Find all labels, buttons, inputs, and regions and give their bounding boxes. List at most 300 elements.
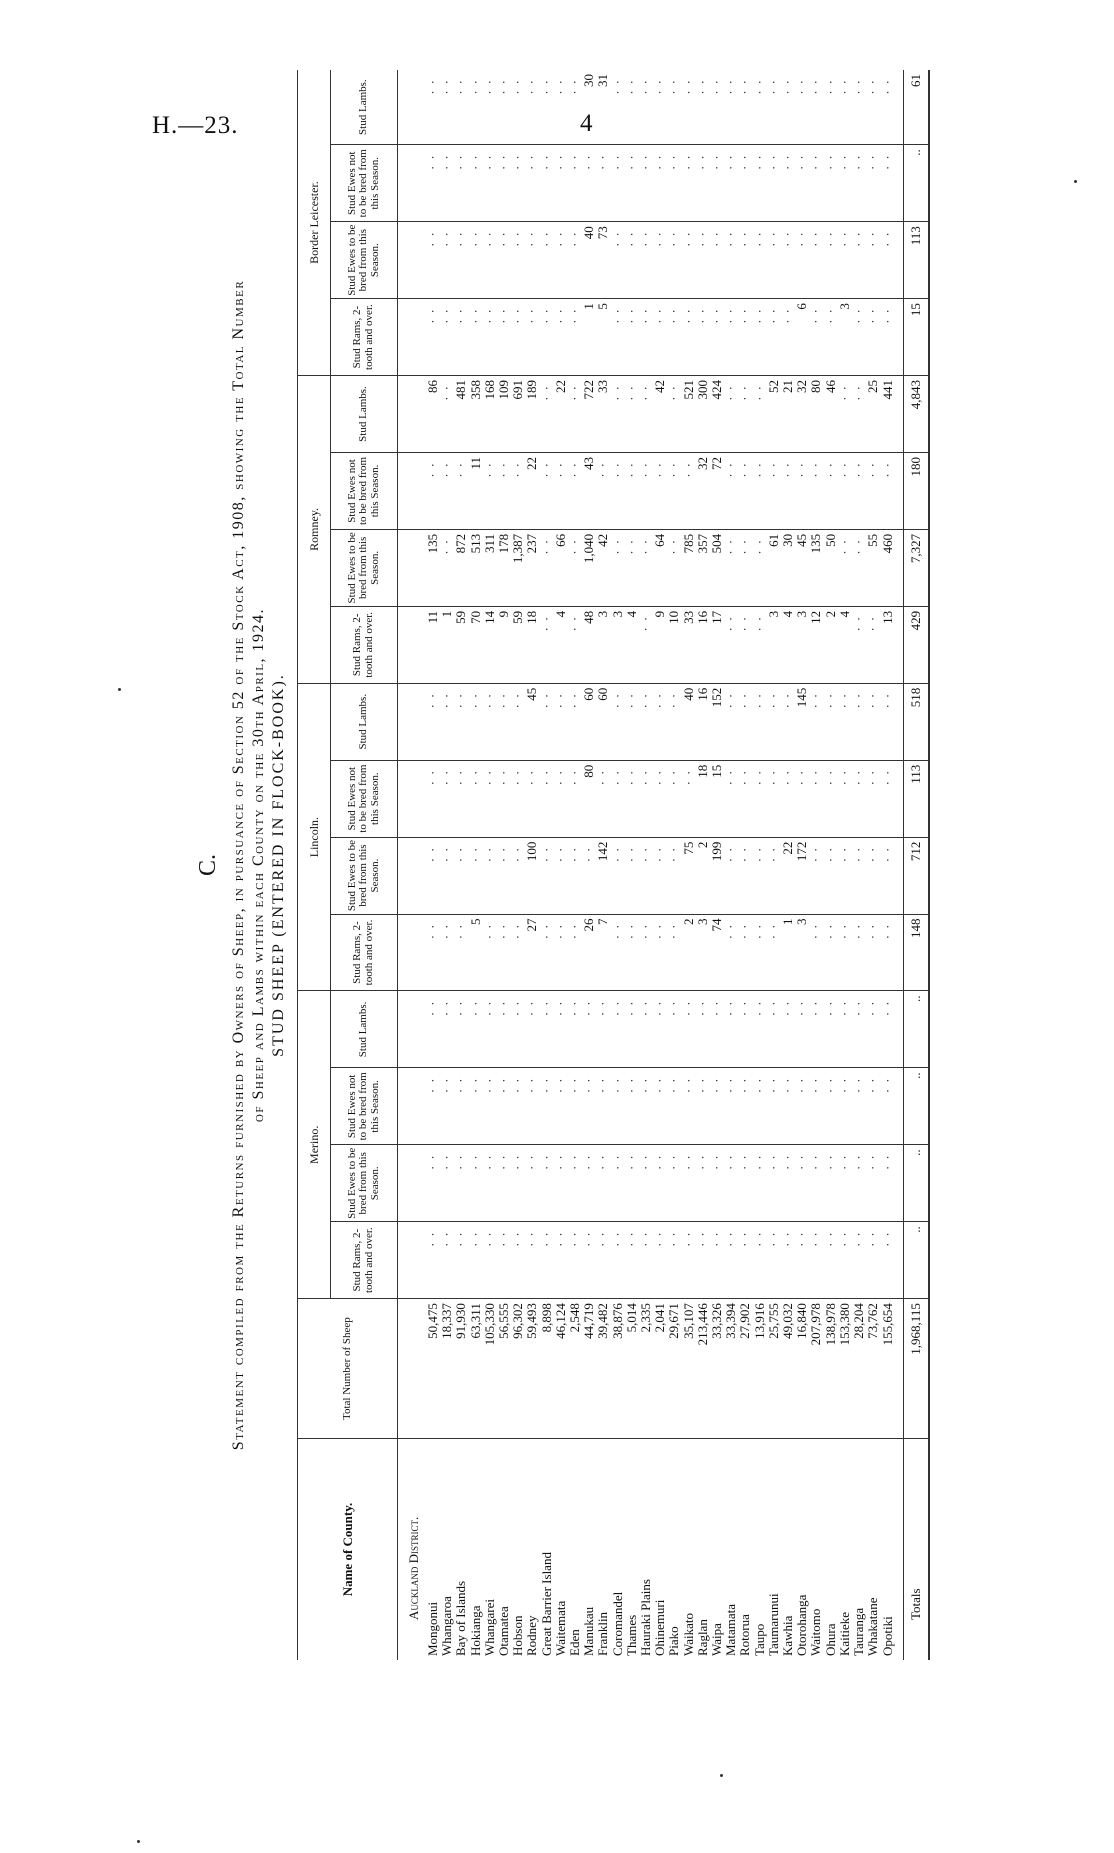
county-name-cell: Manukau bbox=[581, 1606, 597, 1656]
lincoln-ewes-bred-cell bbox=[852, 837, 866, 914]
county-name-cell: Taumarunui bbox=[765, 1593, 781, 1656]
leader-dots: ·· bbox=[425, 1072, 440, 1094]
border-leicester-ewes-bred-cell bbox=[852, 222, 866, 299]
leader-dots: ·· bbox=[723, 149, 739, 170]
leader-dots: ·· bbox=[538, 687, 554, 709]
romney-rams-cell: 59 bbox=[511, 606, 525, 683]
border-leicester-lambs-cell bbox=[422, 70, 440, 145]
lincoln-ewes-not-bred-cell bbox=[511, 760, 525, 837]
leader-dots: ·· bbox=[865, 995, 881, 1017]
leader-dots: ·· bbox=[439, 74, 455, 95]
merino-ewes-not-bred-cell bbox=[781, 1068, 795, 1145]
merino-ewes-not-bred-cell bbox=[724, 1068, 738, 1145]
leader-dots: ·· bbox=[737, 149, 753, 170]
romney-rams-cell: 10 bbox=[667, 606, 681, 683]
totals-total-sheep-cell: 1,968,115 bbox=[903, 1299, 929, 1439]
leader-dots: ·· bbox=[836, 74, 852, 95]
district-heading: Auckland District. bbox=[405, 1516, 421, 1620]
leader-dots: ·· bbox=[765, 918, 781, 940]
leader-dots: ·· bbox=[680, 1149, 696, 1170]
leader-dots: ·· bbox=[453, 303, 469, 324]
merino-ewes-bred-cell bbox=[625, 1145, 639, 1222]
merino-rams-header: Stud Rams, 2-tooth and over. bbox=[331, 1222, 398, 1299]
leader-dots: ·· bbox=[467, 149, 483, 170]
border-leicester-lambs-cell bbox=[525, 70, 539, 145]
lincoln-ewes-bred-cell bbox=[483, 837, 497, 914]
merino-ewes-bred-cell bbox=[838, 1145, 852, 1222]
leader-dots: ·· bbox=[538, 1072, 554, 1094]
leader-dots: ·· bbox=[652, 687, 668, 709]
romney-ewes-not-bred-cell bbox=[483, 452, 497, 529]
romney-rams-cell: 4 bbox=[625, 606, 639, 683]
border-leicester-ewes-not-bred-cell bbox=[753, 145, 767, 222]
leader-dots: ·· bbox=[765, 841, 781, 863]
leader-dots: ·· bbox=[481, 918, 497, 940]
leader-dots: ·· bbox=[723, 1226, 739, 1247]
leader-dots: ·· bbox=[453, 918, 469, 940]
leader-dots: ·· bbox=[567, 995, 583, 1017]
lincoln-rams-cell bbox=[440, 914, 454, 991]
romney-ewes-bred-cell bbox=[440, 529, 454, 606]
border-leicester-rams-cell: 3 bbox=[838, 299, 852, 376]
leader-dots: ·· bbox=[638, 456, 654, 478]
leader-dots: ·· bbox=[453, 764, 469, 786]
border-leicester-ewes-bred-cell bbox=[653, 222, 667, 299]
romney-ewes-bred-cell: 45 bbox=[795, 529, 809, 606]
statement-title bbox=[193, 70, 289, 1660]
leader-dots: ·· bbox=[609, 764, 625, 786]
leader-dots: ·· bbox=[439, 456, 455, 478]
leader-dots: ·· bbox=[666, 764, 682, 786]
total-sheep-cell: 213,446 bbox=[696, 1299, 710, 1439]
lincoln-lambs-cell bbox=[838, 683, 852, 760]
county-name-cell: Raglan bbox=[694, 1619, 710, 1656]
lincoln-ewes-not-bred-cell bbox=[639, 760, 653, 837]
romney-ewes-not-bred-cell bbox=[497, 452, 511, 529]
romney-ewes-not-bred-cell bbox=[440, 452, 454, 529]
totals-lincoln-rams-cell: 148 bbox=[903, 914, 929, 991]
romney-ewes-not-bred-cell bbox=[554, 452, 568, 529]
county-name-cell: Hauraki Plains bbox=[638, 1579, 654, 1656]
leader-dots: ·· bbox=[851, 995, 867, 1017]
leader-dots: ·· bbox=[851, 764, 867, 786]
romney-lambs-cell: 424 bbox=[710, 376, 724, 453]
leader-dots: ·· bbox=[538, 380, 554, 401]
romney-ewes-bred-cell: 357 bbox=[696, 529, 710, 606]
border-leicester-lambs-cell bbox=[454, 70, 468, 145]
border-leicester-ewes-not-bred-cell bbox=[881, 145, 904, 222]
leader-dots: ·· bbox=[609, 380, 625, 401]
romney-lambs-cell: 521 bbox=[682, 376, 696, 453]
totals-border-leicester-ewes-bred-cell: 113 bbox=[903, 222, 929, 299]
leader-dots: ·· bbox=[623, 226, 639, 247]
romney-ewes-not-bred-cell bbox=[824, 452, 838, 529]
leader-dots: ·· bbox=[737, 1226, 753, 1247]
merino-ewes-not-bred-cell bbox=[422, 1068, 440, 1145]
romney-ewes-not-bred-cell bbox=[625, 452, 639, 529]
lincoln-rams-cell: 27 bbox=[525, 914, 539, 991]
romney-rams-cell: 3 bbox=[596, 606, 610, 683]
border-leicester-lambs-cell: 30 bbox=[582, 70, 596, 145]
border-leicester-ewes-not-bred-cell bbox=[422, 145, 440, 222]
total-sheep-cell: 33,394 bbox=[724, 1299, 738, 1439]
county-name-cell: Whangarei bbox=[481, 1598, 497, 1656]
border-leicester-ewes-not-bred-cell bbox=[809, 145, 823, 222]
leader-dots: ·· bbox=[609, 687, 625, 709]
leader-dots: ·· bbox=[765, 1072, 781, 1094]
leader-dots: ·· bbox=[694, 1072, 710, 1094]
border-leicester-ewes-not-bred-cell bbox=[667, 145, 681, 222]
lincoln-rams-cell: 7 bbox=[596, 914, 610, 991]
leader-dots: ·· bbox=[666, 687, 682, 709]
leader-dots: ·· bbox=[709, 303, 725, 324]
lincoln-ewes-bred-cell bbox=[422, 837, 440, 914]
merino-ewes-not-bred-cell bbox=[809, 1068, 823, 1145]
merino-rams-cell bbox=[781, 1222, 795, 1299]
leader-dots: ·· bbox=[538, 764, 554, 786]
border-leicester-ewes-bred-cell: 73 bbox=[596, 222, 610, 299]
table-row bbox=[469, 70, 483, 1660]
lincoln-lambs-cell: 152 bbox=[710, 683, 724, 760]
merino-rams-cell bbox=[525, 1222, 539, 1299]
merino-ewes-bred-cell bbox=[554, 1145, 568, 1222]
border-leicester-rams-cell bbox=[483, 299, 497, 376]
merino-lambs-cell bbox=[682, 991, 696, 1068]
merino-ewes-bred-cell bbox=[724, 1145, 738, 1222]
border-leicester-ewes-bred-cell bbox=[469, 222, 483, 299]
merino-ewes-not-bred-cell bbox=[653, 1068, 667, 1145]
totals-merino-ewes-bred-cell: .. bbox=[903, 1145, 929, 1222]
leader-dots: ·· bbox=[552, 1149, 568, 1170]
leader-dots: ·· bbox=[609, 841, 625, 863]
merino-ewes-bred-cell bbox=[540, 1145, 554, 1222]
leader-dots: ·· bbox=[836, 1072, 852, 1094]
leader-dots: ·· bbox=[751, 918, 767, 940]
leader-dots: ·· bbox=[879, 149, 895, 170]
totals-border-leicester-rams-cell: 15 bbox=[903, 299, 929, 376]
leader-dots: ·· bbox=[567, 1226, 583, 1247]
border-leicester-ewes-bred-cell bbox=[422, 222, 440, 299]
total-sheep-cell: 44,719 bbox=[582, 1299, 596, 1439]
leader-dots: ·· bbox=[666, 1226, 682, 1247]
border-leicester-lambs-cell bbox=[667, 70, 681, 145]
leader-dots: ·· bbox=[751, 995, 767, 1017]
romney-ewes-bred-cell: 55 bbox=[866, 529, 880, 606]
leader-dots: ·· bbox=[822, 687, 838, 709]
romney-ewes-bred-cell: 42 bbox=[596, 529, 610, 606]
leader-dots: ·· bbox=[808, 687, 824, 709]
lincoln-lambs-cell bbox=[625, 683, 639, 760]
leader-dots: ·· bbox=[694, 995, 710, 1017]
romney-lambs-cell: 86 bbox=[422, 376, 440, 453]
border-leicester-ewes-not-bred-cell bbox=[781, 145, 795, 222]
leader-dots: ·· bbox=[709, 74, 725, 95]
leader-dots: ·· bbox=[865, 841, 881, 863]
leader-dots: ·· bbox=[510, 995, 526, 1017]
romney-rams-cell: 4 bbox=[781, 606, 795, 683]
lincoln-lambs-cell bbox=[781, 683, 795, 760]
total-sheep-cell: 5,014 bbox=[625, 1299, 639, 1439]
border-leicester-ewes-bred-cell bbox=[838, 222, 852, 299]
merino-lambs-cell bbox=[497, 991, 511, 1068]
lincoln-ewes-bred-cell bbox=[540, 837, 554, 914]
merino-ewes-bred-cell bbox=[809, 1145, 823, 1222]
lincoln-ewes-not-bred-cell bbox=[852, 760, 866, 837]
lincoln-ewes-not-bred-cell bbox=[866, 760, 880, 837]
leader-dots: ·· bbox=[496, 918, 512, 940]
leader-dots: ·· bbox=[723, 687, 739, 709]
lincoln-ewes-not-bred-cell bbox=[767, 760, 781, 837]
lincoln-ewes-bred-cell bbox=[611, 837, 625, 914]
leader-dots: ·· bbox=[623, 303, 639, 324]
leader-dots: ·· bbox=[638, 1072, 654, 1094]
border-leicester-ewes-bred-cell bbox=[795, 222, 809, 299]
lincoln-lambs-cell bbox=[483, 683, 497, 760]
table-row bbox=[611, 70, 625, 1660]
leader-dots: ·· bbox=[865, 610, 881, 632]
leader-dots: ·· bbox=[666, 918, 682, 940]
total-sheep-cell: 49,032 bbox=[781, 1299, 795, 1439]
leader-dots: ·· bbox=[510, 149, 526, 170]
lincoln-rams-cell bbox=[625, 914, 639, 991]
leader-dots: ·· bbox=[723, 1149, 739, 1170]
merino-lambs-cell bbox=[554, 991, 568, 1068]
leader-dots: ·· bbox=[510, 303, 526, 324]
merino-ewes-bred-cell bbox=[710, 1145, 724, 1222]
romney-ewes-not-bred-cell bbox=[866, 452, 880, 529]
lincoln-rams-cell bbox=[824, 914, 838, 991]
border-leicester-lambs-cell bbox=[866, 70, 880, 145]
lincoln-rams-cell bbox=[667, 914, 681, 991]
leader-dots: ·· bbox=[481, 687, 497, 709]
merino-rams-cell bbox=[582, 1222, 596, 1299]
totals-romney-ewes-not-bred-cell: 180 bbox=[903, 452, 929, 529]
table-row bbox=[724, 70, 738, 1660]
merino-lambs-cell bbox=[767, 991, 781, 1068]
leader-dots: ·· bbox=[623, 764, 639, 786]
romney-rams-cell bbox=[568, 606, 582, 683]
leader-dots: ·· bbox=[638, 149, 654, 170]
merino-lambs-cell bbox=[667, 991, 681, 1068]
table-row bbox=[625, 70, 639, 1660]
lincoln-ewes-bred-cell bbox=[469, 837, 483, 914]
county-name-cell: Otorohanga bbox=[794, 1594, 810, 1656]
leader-dots: ·· bbox=[524, 764, 540, 786]
merino-ewes-not-bred-cell bbox=[525, 1068, 539, 1145]
page-reference: H.—23. bbox=[152, 112, 239, 139]
page-number: 4 bbox=[580, 110, 593, 137]
merino-ewes-bred-cell bbox=[696, 1145, 710, 1222]
lincoln-rams-cell bbox=[554, 914, 568, 991]
leader-dots: ·· bbox=[865, 764, 881, 786]
leader-dots: ·· bbox=[765, 149, 781, 170]
merino-ewes-not-bred-cell bbox=[611, 1068, 625, 1145]
lincoln-ewes-bred-cell bbox=[824, 837, 838, 914]
merino-rams-cell bbox=[838, 1222, 852, 1299]
border-leicester-rams-cell bbox=[653, 299, 667, 376]
border-leicester-rams-cell bbox=[824, 299, 838, 376]
county-name-cell: Hokianga bbox=[467, 1605, 483, 1656]
romney-rams-cell bbox=[738, 606, 752, 683]
county-name-cell: Tauranga bbox=[851, 1607, 867, 1656]
leader-dots: ·· bbox=[808, 74, 824, 95]
lincoln-lambs-cell bbox=[440, 683, 454, 760]
leader-dots: ·· bbox=[794, 74, 810, 95]
merino-lambs-header: Stud Lambs. bbox=[331, 991, 398, 1068]
leader-dots: ·· bbox=[836, 841, 852, 863]
leader-dots: ·· bbox=[538, 995, 554, 1017]
table-row bbox=[753, 70, 767, 1660]
romney-ewes-bred-cell bbox=[611, 529, 625, 606]
lincoln-ewes-bred-cell bbox=[639, 837, 653, 914]
leader-dots: ·· bbox=[524, 1149, 540, 1170]
county-name-cell: Bay of Islands bbox=[453, 1580, 469, 1656]
leader-dots: ·· bbox=[709, 149, 725, 170]
merino-ewes-not-bred-cell bbox=[824, 1068, 838, 1145]
romney-ewes-not-bred-cell: 11 bbox=[469, 452, 483, 529]
border-leicester-ewes-not-bred-cell bbox=[440, 145, 454, 222]
leader-dots: ·· bbox=[709, 1226, 725, 1247]
lincoln-ewes-not-bred-cell bbox=[724, 760, 738, 837]
leader-dots: ·· bbox=[851, 1226, 867, 1247]
romney-rams-cell: 9 bbox=[653, 606, 667, 683]
lincoln-lambs-cell bbox=[511, 683, 525, 760]
merino-rams-cell bbox=[625, 1222, 639, 1299]
leader-dots: ·· bbox=[481, 995, 497, 1017]
border-leicester-ewes-bred-cell bbox=[525, 222, 539, 299]
leader-dots: ·· bbox=[467, 303, 483, 324]
merino-ewes-bred-header: Stud Ewes to be bred from this Season. bbox=[331, 1145, 398, 1222]
totals-lincoln-ewes-not-bred-cell: 113 bbox=[903, 760, 929, 837]
lincoln-lambs-cell bbox=[653, 683, 667, 760]
merino-ewes-bred-cell bbox=[682, 1145, 696, 1222]
merino-group-header: Merino. bbox=[298, 991, 331, 1299]
merino-lambs-cell bbox=[639, 991, 653, 1068]
border-leicester-rams-cell bbox=[422, 299, 440, 376]
merino-ewes-not-bred-cell bbox=[440, 1068, 454, 1145]
leader-dots: ·· bbox=[453, 1149, 469, 1170]
leader-dots: ·· bbox=[765, 74, 781, 95]
border-leicester-lambs-cell bbox=[568, 70, 582, 145]
leader-dots: ·· bbox=[425, 303, 440, 324]
romney-ewes-not-bred-cell bbox=[540, 452, 554, 529]
border-leicester-ewes-bred-cell bbox=[767, 222, 781, 299]
leader-dots: ·· bbox=[496, 1072, 512, 1094]
border-leicester-lambs-cell bbox=[540, 70, 554, 145]
totals-romney-ewes-bred-cell: 7,327 bbox=[903, 529, 929, 606]
total-column-header: Total Number of Sheep bbox=[298, 1299, 398, 1439]
leader-dots: ·· bbox=[439, 1226, 455, 1247]
romney-rams-cell: 3 bbox=[795, 606, 809, 683]
merino-ewes-bred-cell bbox=[795, 1145, 809, 1222]
leader-dots: ·· bbox=[581, 995, 597, 1017]
border-leicester-ewes-bred-cell bbox=[738, 222, 752, 299]
leader-dots: ·· bbox=[751, 610, 767, 632]
table-row bbox=[838, 70, 852, 1660]
border-leicester-lambs-cell bbox=[440, 70, 454, 145]
border-leicester-rams-cell bbox=[639, 299, 653, 376]
leader-dots: ·· bbox=[836, 764, 852, 786]
county-name-cell: Whangaroa bbox=[439, 1596, 455, 1656]
leader-dots: ·· bbox=[552, 995, 568, 1017]
border-leicester-ewes-not-bred-cell bbox=[611, 145, 625, 222]
leader-dots: ·· bbox=[879, 74, 895, 95]
leader-dots: ·· bbox=[481, 149, 497, 170]
leader-dots: ·· bbox=[609, 1226, 625, 1247]
leader-dots: ·· bbox=[581, 1149, 597, 1170]
leader-dots: ·· bbox=[751, 303, 767, 324]
merino-ewes-bred-cell bbox=[497, 1145, 511, 1222]
merino-rams-cell bbox=[440, 1222, 454, 1299]
table-body bbox=[398, 70, 904, 1660]
lincoln-rams-cell bbox=[653, 914, 667, 991]
border-leicester-ewes-bred-cell bbox=[540, 222, 554, 299]
leader-dots: ·· bbox=[623, 1149, 639, 1170]
leader-dots: ·· bbox=[751, 380, 767, 401]
leader-dots: ·· bbox=[581, 841, 597, 863]
romney-ewes-not-bred-cell bbox=[511, 452, 525, 529]
lincoln-rams-cell: 74 bbox=[710, 914, 724, 991]
romney-rams-cell: 18 bbox=[525, 606, 539, 683]
leader-dots: ·· bbox=[609, 149, 625, 170]
romney-rams-cell: 33 bbox=[682, 606, 696, 683]
leader-dots: ·· bbox=[467, 1226, 483, 1247]
total-sheep-cell: 27,902 bbox=[738, 1299, 752, 1439]
merino-lambs-cell bbox=[809, 991, 823, 1068]
table-header bbox=[298, 70, 398, 1660]
leader-dots: ·· bbox=[638, 687, 654, 709]
leader-dots: ·· bbox=[836, 456, 852, 478]
merino-ewes-not-bred-cell bbox=[639, 1068, 653, 1145]
leader-dots: ·· bbox=[765, 764, 781, 786]
leader-dots: ·· bbox=[723, 456, 739, 478]
lincoln-rams-cell: 5 bbox=[469, 914, 483, 991]
border-leicester-ewes-bred-cell bbox=[710, 222, 724, 299]
leader-dots: ·· bbox=[666, 149, 682, 170]
leader-dots: ·· bbox=[694, 74, 710, 95]
border-leicester-rams-cell bbox=[469, 299, 483, 376]
leader-dots: ·· bbox=[765, 1226, 781, 1247]
leader-dots: ·· bbox=[694, 149, 710, 170]
leader-dots: ·· bbox=[737, 380, 753, 401]
leader-dots: ·· bbox=[680, 764, 696, 786]
romney-lambs-cell: 441 bbox=[881, 376, 904, 453]
merino-rams-cell bbox=[795, 1222, 809, 1299]
romney-lambs-cell bbox=[753, 376, 767, 453]
totals-border-leicester-ewes-not-bred-cell: .. bbox=[903, 145, 929, 222]
leader-dots: ·· bbox=[538, 74, 554, 95]
leader-dots: ·· bbox=[552, 1226, 568, 1247]
merino-rams-cell bbox=[554, 1222, 568, 1299]
lincoln-ewes-not-bred-cell bbox=[738, 760, 752, 837]
leader-dots: ·· bbox=[737, 533, 753, 555]
merino-lambs-cell bbox=[824, 991, 838, 1068]
border-leicester-rams-cell bbox=[781, 299, 795, 376]
border-leicester-ewes-bred-cell bbox=[440, 222, 454, 299]
total-sheep-cell: 91,930 bbox=[454, 1299, 468, 1439]
leader-dots: ·· bbox=[496, 149, 512, 170]
leader-dots: ·· bbox=[496, 456, 512, 478]
border-leicester-ewes-bred-cell bbox=[454, 222, 468, 299]
merino-rams-cell bbox=[696, 1222, 710, 1299]
leader-dots: ·· bbox=[737, 226, 753, 247]
romney-lambs-cell: 42 bbox=[653, 376, 667, 453]
merino-rams-cell bbox=[682, 1222, 696, 1299]
leader-dots: ·· bbox=[453, 995, 469, 1017]
border-leicester-rams-cell bbox=[511, 299, 525, 376]
lincoln-ewes-not-bred-cell bbox=[753, 760, 767, 837]
romney-ewes-bred-cell bbox=[738, 529, 752, 606]
